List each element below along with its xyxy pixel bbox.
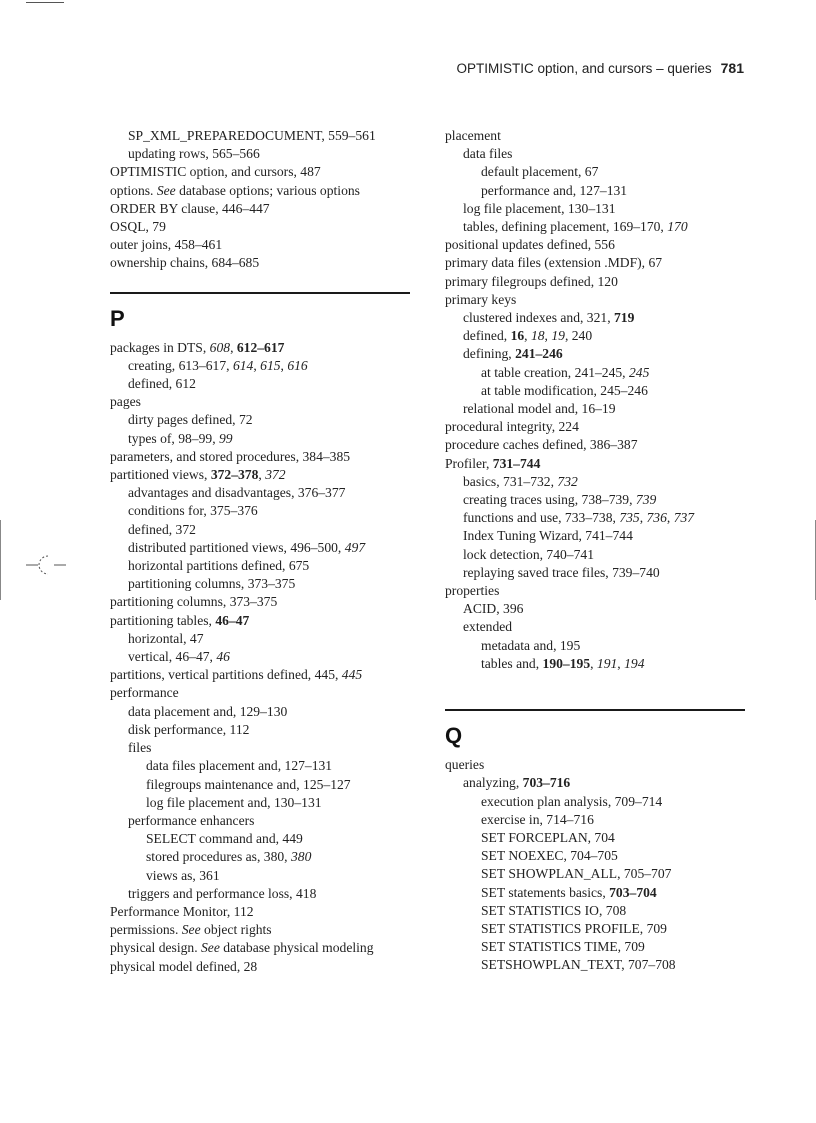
entry-text: SP_XML_PREPAREDOCUMENT, 559–561 [128,128,376,143]
page-ref-bold: 731–744 [492,455,541,471]
entry-text: horizontal partitions defined, 675 [128,558,310,574]
page-ref-italic: 170 [667,219,688,235]
page-ref-bold: 612–617 [236,339,285,355]
entry-text: creating traces using, 738–739, [463,492,636,508]
index-entry [110,182,410,200]
entry-text: procedural integrity, 224 [445,419,579,435]
entry-text: positional updates defined, 556 [445,237,615,253]
page-ref-bold: 46–47 [215,612,250,628]
index-entry [445,127,745,145]
page-ref-italic: 99 [219,430,233,446]
index-subentry [110,757,410,775]
running-header-title: OPTIMISTIC option, and cursors – queries [456,61,712,76]
entry-text: lock detection, 740–741 [463,546,594,562]
entry-text: Profiler, [445,455,493,471]
index-entry [445,455,745,473]
entry-text: outer joins, 458–461 [110,237,223,253]
page-ref-bold: 703–716 [522,775,571,791]
index-entry [110,448,410,466]
index-entry [110,254,410,272]
entry-text: , 240 [564,328,593,344]
index-entry [445,418,745,436]
entry-text: ORDER BY clause, 446–447 [110,200,270,216]
page-ref-italic: 194 [624,655,645,671]
index-subentry [110,794,410,812]
registration-mark-icon [26,550,66,580]
index-subentry [110,484,410,502]
entry-text: object rights [200,922,272,938]
entry-text: performance [110,685,179,701]
entry-text: SET STATISTICS IO, 708 [481,902,627,918]
index-entry [110,466,410,484]
index-entry [445,236,745,254]
page-ref-italic: See [181,922,201,938]
entry-text: partitioning tables, [110,612,216,628]
index-subentry [445,884,745,902]
entry-text: performance and, 127–131 [481,182,628,198]
page-ref-bold: 719 [614,310,635,326]
index-entry [110,612,410,630]
entry-text: defined, 372 [128,521,196,537]
entry-text: stored procedures as, 380, [146,849,291,865]
entry-text: , [280,357,288,373]
index-subentry [110,867,410,885]
margin-rule [0,520,1,600]
index-subentry [110,575,410,593]
page-ref-bold: 372–378 [210,467,259,483]
entry-text: conditions for, 375–376 [128,503,258,519]
page-ref-bold: 16 [510,328,525,344]
index-entry [110,200,410,218]
entry-text: filegroups maintenance and, 125–127 [146,776,351,792]
index-entry [110,903,410,921]
section-rule [445,709,745,711]
page-ref-italic: 614 [232,357,254,373]
entry-text: , [639,510,647,526]
index-entry [445,291,745,309]
index-entry [445,254,745,272]
entry-text: data files [463,146,513,162]
entry-text: views as, 361 [146,867,220,883]
page-ref-italic: 497 [344,539,366,555]
index-entry [110,958,410,976]
page-ref-bold: 703–704 [609,884,657,900]
index-subentry [445,637,745,655]
entry-text: OPTIMISTIC option, and cursors, 487 [110,164,321,180]
entry-text: Performance Monitor, 112 [110,903,254,919]
entry-text: SETSHOWPLAN_TEXT, 707–708 [481,957,676,973]
entry-text: at table creation, 241–245, [481,364,629,380]
entry-text: replaying saved trace files, 739–740 [463,564,660,580]
index-entry [110,339,410,357]
index-subentry [110,721,410,739]
entry-text: , [258,467,266,483]
entry-text: default placement, 67 [481,164,599,180]
index-column-right [445,127,745,975]
page-ref-italic: 739 [635,492,657,508]
index-subentry [445,865,745,883]
entry-text: updating rows, 565–566 [128,146,260,162]
entry-text: database options; various options [175,182,360,198]
entry-text: performance enhancers [128,812,255,828]
index-entry [110,684,410,702]
running-header [457,60,744,76]
page-ref-italic: 615 [260,357,281,373]
index-subentry [445,182,745,200]
entry-text: SET STATISTICS PROFILE, 709 [481,920,667,936]
index-entry [445,273,745,291]
index-entry [110,939,410,957]
index-subentry [445,956,745,974]
index-subentry [445,400,745,418]
entry-text: , [590,655,597,671]
entry-text: log file placement, 130–131 [463,200,616,216]
index-entry-list [110,127,410,273]
index-subentry [445,491,745,509]
entry-text: SET FORCEPLAN, 704 [481,829,615,845]
entry-text: database physical modeling [219,940,374,956]
index-entry [445,582,745,600]
index-subentry [445,774,745,792]
entry-text: options. [110,182,157,198]
index-subentry [445,382,745,400]
entry-text: , [524,328,531,344]
page-ref-italic: 245 [628,364,650,380]
index-subentry [110,557,410,575]
entry-text: exercise in, 714–716 [481,811,594,827]
index-subentry [445,546,745,564]
index-subentry [110,411,410,429]
entry-text: tables and, [481,655,543,671]
entry-text: permissions. [110,922,182,938]
entry-text: , [666,510,674,526]
page-ref-italic: 737 [673,510,695,526]
index-subentry [445,364,745,382]
index-entry [110,593,410,611]
entry-text: packages in DTS, [110,339,210,355]
entry-text: procedure caches defined, 386–387 [445,437,638,453]
index-subentry [445,938,745,956]
entry-text: data files placement and, 127–131 [146,758,333,774]
entry-text: tables, defining placement, 169–170, [463,219,668,235]
index-subentry [110,502,410,520]
entry-text: placement [445,128,501,143]
entry-text: SET statements basics, [481,884,610,900]
index-subentry [110,648,410,666]
index-subentry [445,309,745,327]
entry-text: at table modification, 245–246 [481,382,648,398]
page-ref-italic: 732 [557,473,578,489]
index-entry [110,236,410,254]
entry-text: OSQL, 79 [110,219,166,235]
index-subentry [110,539,410,557]
index-subentry [445,920,745,938]
index-subentry [110,776,410,794]
index-subentry [445,655,745,673]
page-ref-italic: 735 [619,510,640,526]
page-ref-italic: 191 [596,655,618,671]
index-subentry [110,830,410,848]
entry-text: partitioning columns, 373–375 [110,594,278,610]
entry-text: dirty pages defined, 72 [128,412,253,428]
page-ref-italic: 380 [290,849,312,865]
entry-text: primary keys [445,291,517,307]
index-subentry [110,375,410,393]
entry-text: execution plan analysis, 709–714 [481,793,663,809]
index-entry [110,393,410,411]
entry-text: partitioning columns, 373–375 [128,576,296,592]
entry-text: basics, 731–732, [463,473,558,489]
index-entry-list [445,756,745,974]
index-subentry [445,473,745,491]
index-subentry [110,812,410,830]
page-ref-italic: See [201,940,220,956]
page-ref-italic: 18 [530,328,545,344]
index-entry [445,436,745,454]
entry-text: defining, [463,346,516,362]
entry-text: queries [445,757,485,773]
entry-text: Index Tuning Wizard, 741–744 [463,528,633,544]
index-subentry [445,564,745,582]
index-entry [110,163,410,181]
index-subentry [110,430,410,448]
entry-text: extended [463,619,513,635]
entry-text: SELECT command and, 449 [146,831,303,847]
entry-text: metadata and, 195 [481,637,581,653]
index-subentry [445,327,745,345]
index-entry [110,218,410,236]
entry-text: creating, 613–617, [128,357,233,373]
entry-text: log file placement and, 130–131 [146,794,322,810]
entry-text: defined, 612 [128,376,196,392]
section-letter: Q [445,723,463,749]
index-subentry [110,885,410,903]
entry-text: SET SHOWPLAN_ALL, 705–707 [481,866,672,882]
index-column-left [110,127,410,976]
index-entry-list [110,339,410,976]
entry-text: SET STATISTICS TIME, 709 [481,939,645,955]
entry-text: partitioned views, [110,467,211,483]
page-ref-italic: 445 [341,667,363,683]
entry-text: types of, 98–99, [128,430,219,446]
section-header-q [445,709,745,748]
page-ref-italic: 372 [265,467,286,483]
entry-text: analyzing, [463,775,523,791]
index-subentry [445,345,745,363]
index-subentry [445,618,745,636]
section-rule [110,292,410,294]
entry-text: partitions, vertical partitions defined, 445, [110,667,342,683]
index-subentry [445,218,745,236]
entry-text: horizontal, 47 [128,630,204,646]
entry-text: primary filegroups defined, 120 [445,273,618,289]
entry-text: functions and use, 733–738, [463,510,620,526]
index-subentry [445,793,745,811]
page-ref-italic: See [156,182,176,198]
index-subentry [445,527,745,545]
entry-text: physical model defined, 28 [110,958,258,974]
page-ref-italic: 616 [287,357,308,373]
entry-text: parameters, and stored procedures, 384–385 [110,448,351,464]
index-subentry [110,145,410,163]
entry-text: ACID, 396 [463,601,524,617]
entry-text: , [230,339,237,355]
index-subentry [445,902,745,920]
section-header-p [110,292,410,331]
entry-text: disk performance, 112 [128,721,250,737]
entry-text: , [617,655,625,671]
page-ref-bold: 241–246 [515,346,563,362]
index-subentry [110,848,410,866]
index-entry [445,756,745,774]
entry-text: clustered indexes and, 321, [463,310,614,326]
index-subentry [110,521,410,539]
entry-text: properties [445,583,500,599]
page-ref-italic: 19 [551,328,565,344]
page-ref-italic: 736 [646,510,667,526]
index-subentry [445,509,745,527]
index-subentry [110,739,410,757]
entry-text: primary data files (extension .MDF), 67 [445,255,663,271]
entry-text: data placement and, 129–130 [128,703,288,719]
index-subentry [445,829,745,847]
entry-text: pages [110,394,141,410]
index-entry-list [445,127,745,673]
entry-text: files [128,740,152,756]
index-subentry [445,163,745,181]
index-subentry [445,145,745,163]
entry-text: distributed partitioned views, 496–500, [128,539,345,555]
index-subentry [110,703,410,721]
page-ref-italic: 608 [209,339,231,355]
entry-text: vertical, 46–47, [128,649,217,665]
index-subentry [445,811,745,829]
entry-text: physical design. [110,940,201,956]
page-number: 781 [720,60,744,76]
entry-text: relational model and, 16–19 [463,401,616,417]
index-subentry [110,630,410,648]
section-letter: P [110,305,125,331]
index-subentry [445,600,745,618]
index-subentry [445,200,745,218]
entry-text: , [544,328,552,344]
index-entry [110,921,410,939]
index-subentry [110,357,410,375]
page-ref-bold: 190–195 [542,655,591,671]
crop-mark [26,2,64,3]
index-subentry [445,847,745,865]
entry-text: SET NOEXEC, 704–705 [481,848,618,864]
entry-text: ownership chains, 684–685 [110,255,260,271]
index-subentry [110,127,410,145]
entry-text: advantages and disadvantages, 376–377 [128,485,346,501]
entry-text: triggers and performance loss, 418 [128,885,317,901]
page-ref-italic: 46 [216,649,230,665]
entry-text: , [253,357,261,373]
entry-text: defined, [463,328,511,344]
index-entry [110,666,410,684]
